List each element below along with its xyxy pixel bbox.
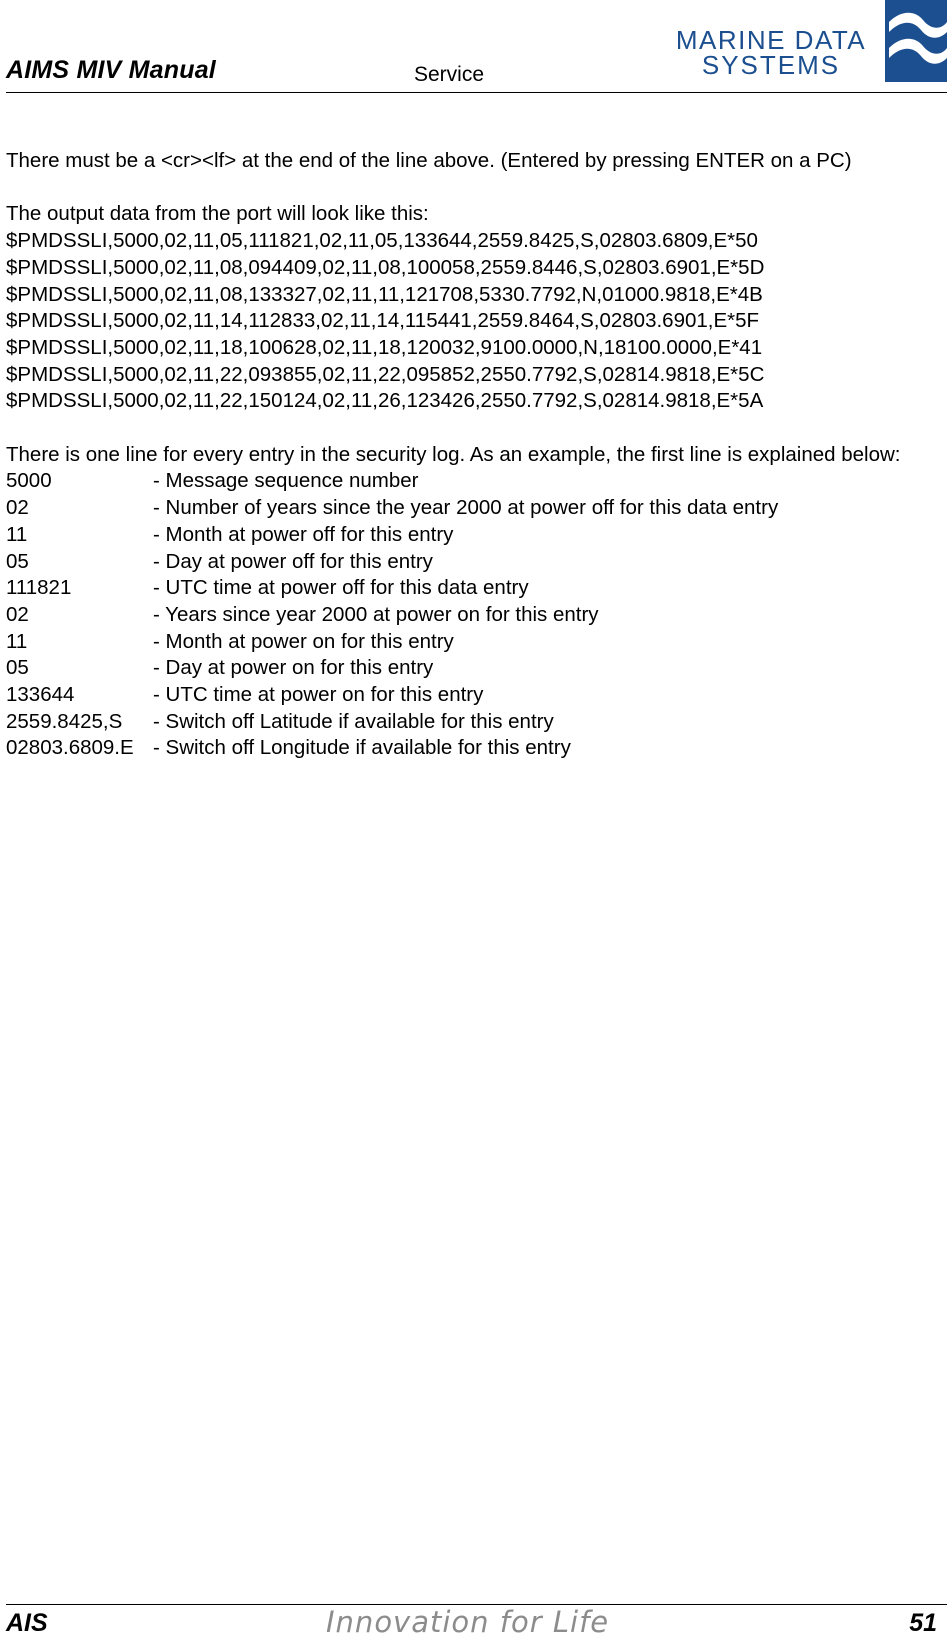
definition-term: 02 xyxy=(6,496,29,520)
output-line: $PMDSSLI,5000,02,11,14,112833,02,11,14,115441,2559.8464,S,02803.6901,E*5F xyxy=(6,309,760,333)
definition-row xyxy=(6,602,947,629)
definition-term: 02 xyxy=(6,602,29,626)
explanation-paragraph: There is one line for every entry in the security log. As an example, the first line is explained below: xyxy=(6,442,901,466)
output-heading: The output data from the port will look like this: xyxy=(6,202,429,226)
definition-row xyxy=(6,709,947,736)
definition-row xyxy=(6,682,947,709)
spacer xyxy=(6,175,947,202)
field-definition-list xyxy=(6,468,947,762)
definition-description: - Number of years since the year 2000 at power off for this data entry xyxy=(153,496,779,520)
page-header xyxy=(6,0,947,93)
definition-description: - Month at power on for this entry xyxy=(153,629,454,653)
definition-term: 2559.8425,S xyxy=(6,709,123,733)
definition-description: - Switch off Latitude if available for this entry xyxy=(153,709,554,733)
page-footer xyxy=(6,1604,947,1639)
definition-row xyxy=(6,735,947,762)
definition-row xyxy=(6,575,947,602)
definition-term: 133644 xyxy=(6,683,75,707)
definition-row xyxy=(6,655,947,682)
footer-product-name: AIS xyxy=(6,1609,48,1637)
output-sample-block xyxy=(6,228,947,415)
definition-row xyxy=(6,522,947,549)
definition-description: - Day at power on for this entry xyxy=(153,656,434,680)
definition-row xyxy=(6,468,947,495)
definition-term: 111821 xyxy=(6,576,72,600)
intro-paragraph: There must be a <cr><lf> at the end of the line above. (Entered by pressing ENTER on a PC) xyxy=(6,149,852,172)
output-line: $PMDSSLI,5000,02,11,05,111821,02,11,05,133644,2559.8425,S,02803.6809,E*50 xyxy=(6,229,758,253)
definition-term: 11 xyxy=(6,629,28,653)
definition-description: - Message sequence number xyxy=(153,469,419,493)
definition-description: - UTC time at power on for this entry xyxy=(153,683,484,707)
page-body xyxy=(6,148,947,762)
definition-row xyxy=(6,495,947,522)
output-line: $PMDSSLI,5000,02,11,08,133327,02,11,11,121708,5330.7792,N,01000.9818,E*4B xyxy=(6,282,763,306)
definition-description: - Day at power off for this entry xyxy=(153,549,433,573)
section-name: Service xyxy=(414,63,485,86)
definition-description: - Month at power off for this entry xyxy=(153,522,454,546)
definition-term: 5000 xyxy=(6,469,52,493)
definition-term: 02803.6809.E xyxy=(6,736,134,760)
definition-term: 11 xyxy=(6,522,28,546)
logo-line-1: MARINE DATA xyxy=(675,25,867,55)
spacer xyxy=(6,415,947,442)
definition-row xyxy=(6,629,947,656)
definition-description: - Years since year 2000 at power on for this entry xyxy=(153,602,599,626)
definition-term: 05 xyxy=(6,656,29,680)
definition-row xyxy=(6,549,947,576)
page-number: 51 xyxy=(909,1609,937,1637)
wave-logo-icon xyxy=(885,0,947,82)
definition-term: 05 xyxy=(6,549,29,573)
output-line: $PMDSSLI,5000,02,11,22,150124,02,11,26,123426,2550.7792,S,02814.9818,E*5A xyxy=(6,389,764,413)
output-line: $PMDSSLI,5000,02,11,18,100628,02,11,18,120032,9100.0000,N,18100.0000,E*41 xyxy=(6,335,763,359)
document-title: AIMS MIV Manual xyxy=(6,56,216,84)
logo-line-2: SYSTEMS xyxy=(701,50,841,80)
output-line: $PMDSSLI,5000,02,11,22,093855,02,11,22,095852,2550.7792,S,02814.9818,E*5C xyxy=(6,362,765,386)
company-logo-text xyxy=(666,25,876,80)
definition-description: - UTC time at power off for this data entry xyxy=(153,576,529,600)
output-line: $PMDSSLI,5000,02,11,08,094409,02,11,08,100058,2559.8446,S,02803.6901,E*5D xyxy=(6,255,765,279)
footer-tagline: Innovation for Life xyxy=(326,1605,610,1639)
definition-description: - Switch off Longitude if available for this entry xyxy=(153,736,571,760)
